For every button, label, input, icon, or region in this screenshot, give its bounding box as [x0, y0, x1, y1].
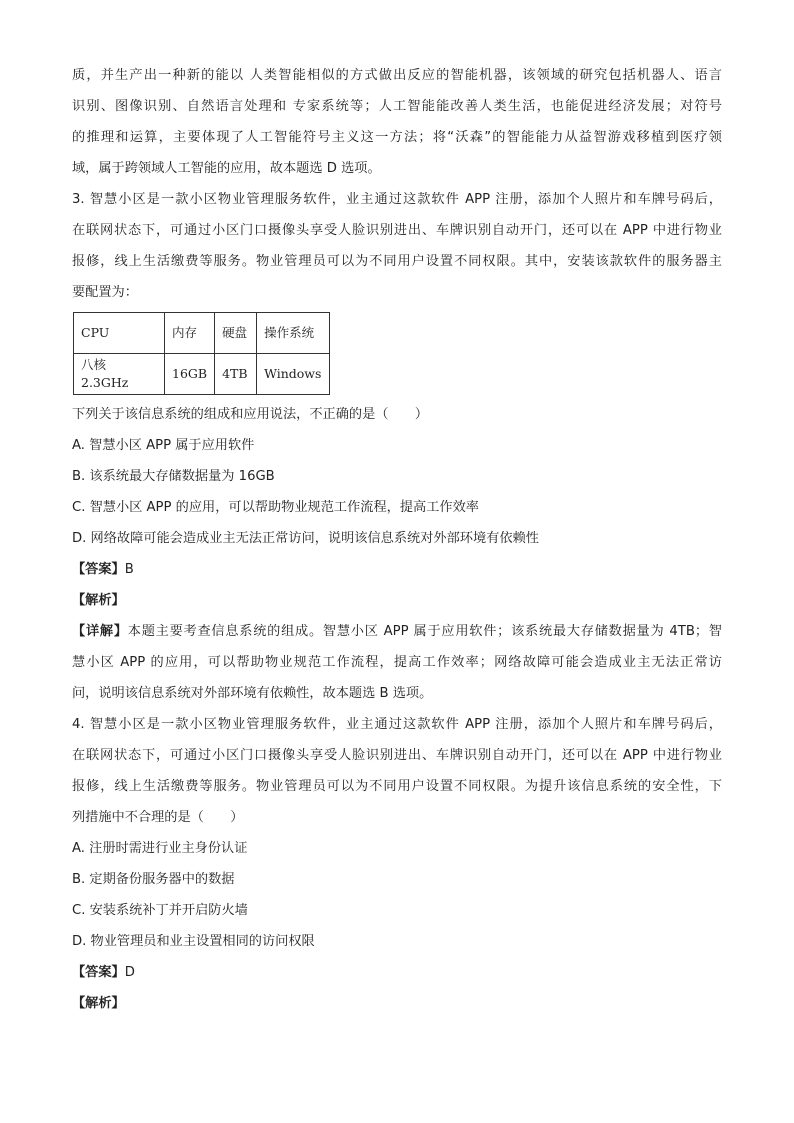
q4-analysis — [72, 988, 722, 1019]
table-value-cpu: 八核 2.3GHz — [74, 354, 165, 395]
q3-detail-line-3: 问，说明该信息系统对外部环境有依赖性，故本题选 B 选项。 — [72, 686, 433, 701]
q4-option-b: B. 定期备份服务器中的数据 — [72, 872, 235, 887]
q4-stem-line-4: 列措施中不合理的是（ ） — [72, 810, 244, 825]
answer-value: D — [124, 965, 135, 980]
q3-analysis — [72, 585, 722, 616]
q4-option-c: C. 安装系统补丁并开启防火墙 — [72, 903, 248, 918]
table-header-os: 操作系统 — [257, 313, 330, 354]
q3-question: 下列关于该信息系统的组成和应用说法，不正确的是（ ） — [72, 407, 429, 422]
q3-option-b: B. 该系统最大存储数据量为 16GB — [72, 469, 275, 484]
table-value-os: Windows — [257, 354, 330, 395]
q3-stem-line-1: 3. 智慧小区是一款小区物业管理服务软件，业主通过这款软件 APP 注册，添加个人照片和车牌号码后， — [72, 192, 722, 207]
question-3 — [72, 184, 722, 709]
server-config-table — [73, 312, 330, 395]
q4-stem-line-2: 在联网状态下，可通过小区门口摄像头享受人脸识别进出、车牌识别自动开门，还可以在 APP 中进行物业 — [72, 748, 722, 763]
q3-stem-line-4: 要配置为： — [72, 285, 138, 300]
q3-stem-line-2: 在联网状态下，可通过小区门口摄像头享受人脸识别进出、车牌识别自动开门，还可以在 APP 中进行物业 — [72, 223, 722, 238]
analysis-tag: 【解析】 — [72, 996, 125, 1011]
q3-detail-line-1 — [72, 616, 722, 647]
q3-detail-line-2: 慧小区 APP 的应用，可以帮助物业规范工作流程，提高工作效率；网络故障可能会造成业主无法正常访 — [72, 655, 722, 670]
q4-answer — [72, 957, 722, 988]
q4-stem-line-3: 报修，线上生活缴费等服务。物业管理员可以为不同用户设置不同权限。为提升该信息系统的安全性，下 — [72, 779, 722, 794]
analysis-tag: 【解析】 — [72, 593, 125, 608]
table-header-disk: 硬盘 — [215, 313, 257, 354]
q3-stem-line-3: 报修，线上生活缴费等服务。物业管理员可以为不同用户设置不同权限。其中，安装该款软件的服务器主 — [72, 254, 722, 269]
q3-option-c: C. 智慧小区 APP 的应用，可以帮助物业规范工作流程，提高工作效率 — [72, 500, 479, 515]
table-value-disk: 4TB — [215, 354, 257, 395]
table-value-row — [74, 354, 330, 395]
answer-value: B — [124, 562, 134, 577]
table-header-cpu: CPU — [74, 313, 165, 354]
document-page — [72, 60, 722, 1019]
intro-line-3: 的推理和运算，主要体现了人工智能符号主义这一方法；将“沃森”的智能能力从益智游戏移植到医疗领 — [72, 130, 722, 145]
answer-tag: 【答案】 — [72, 965, 125, 980]
intro-line-4: 域，属于跨领域人工智能的应用，故本题选 D 选项。 — [72, 161, 381, 176]
intro-line-2: 识别、图像识别、自然语言处理和 专家系统等；人工智能能改善人类生活，也能促进经济发展；对符号 — [72, 99, 722, 114]
table-value-memory: 16GB — [165, 354, 215, 395]
q4-option-d: D. 物业管理员和业主设置相同的访问权限 — [72, 934, 315, 949]
q3-option-d: D. 网络故障可能会造成业主无法正常访问，说明该信息系统对外部环境有依赖性 — [72, 531, 539, 546]
q4-option-a: A. 注册时需进行业主身份认证 — [72, 841, 248, 856]
q3-option-a: A. 智慧小区 APP 属于应用软件 — [72, 438, 255, 453]
q3-answer — [72, 554, 722, 585]
detail-text: 本题主要考查信息系统的组成。智慧小区 APP 属于应用软件；该系统最大存储数据量为 4TB；智 — [127, 624, 722, 639]
table-header-row — [74, 313, 330, 354]
q4-stem-line-1: 4. 智慧小区是一款小区物业管理服务软件，业主通过这款软件 APP 注册，添加个人照片和车牌号码后， — [72, 717, 722, 732]
table-header-memory: 内存 — [165, 313, 215, 354]
answer-tag: 【答案】 — [72, 562, 125, 577]
question-4 — [72, 709, 722, 1019]
intro-line-1: 质，并生产出一种新的能以 人类智能相似的方式做出反应的智能机器，该领域的研究包括机器人、语言 — [72, 68, 722, 83]
detail-tag: 【详解】 — [72, 624, 128, 639]
